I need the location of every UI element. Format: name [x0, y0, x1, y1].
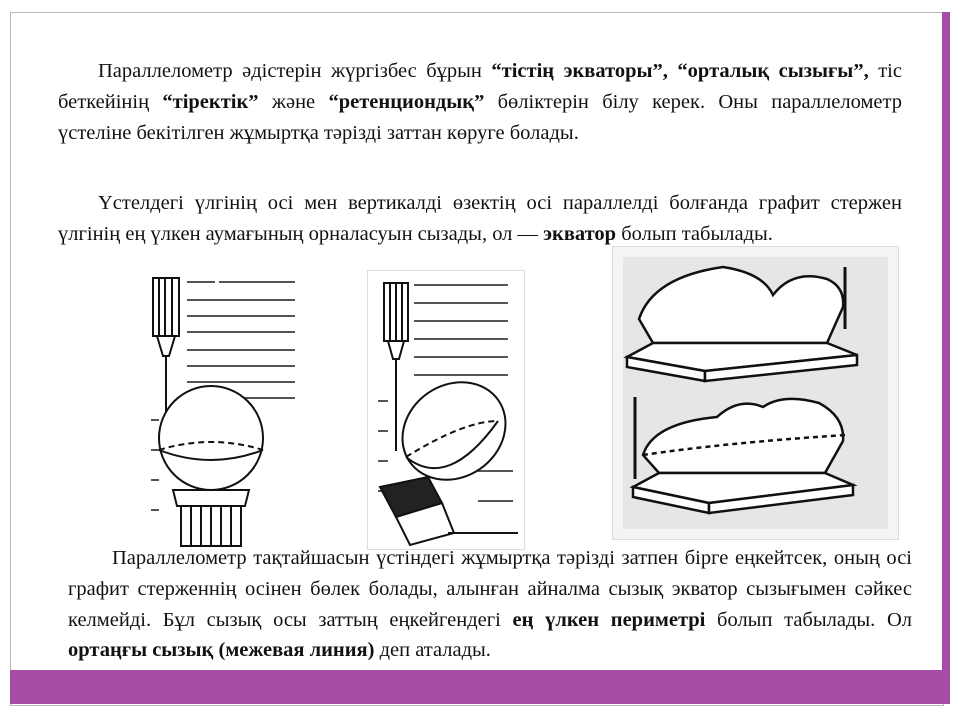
accent-bar-right	[942, 12, 950, 704]
intro-paragraph: Параллелометр әдістерін жүргізбес бұрын “тістің экваторы”, “орталық сызығы”, тіс беткейінің “тіректік” және “ретенциондық” бөліктерін білу керек. Оны параллелометр үстеліне бекітілген жұмыртқа тәрізді заттан көруге болады.	[58, 60, 902, 144]
upright-model-drawing	[145, 270, 305, 548]
figure-upright-model	[145, 270, 305, 548]
equator-paragraph: Үстелдегі үлгінің осі мен вертикалді өзектің осі параллелді болғанда графит стержен үлгінің ең үлкен аумағының орналасуын сызады, ол — экватор болып табылады.	[58, 192, 902, 245]
figure-tooth-models	[612, 246, 899, 540]
figure-tilted-model	[367, 270, 525, 550]
tooth-models-drawing	[613, 247, 898, 539]
tilted-model-drawing	[368, 271, 524, 549]
accent-bar-bottom	[10, 670, 950, 704]
median-line-paragraph: Параллелометр тақтайшасын үстіндегі жұмыртқа тәрізді затпен бірге еңкейтсек, оның осі графит стерженнің осінен бөлек болады, алынған айналма сызық экватор сызығымен сәйкес келмейді. Бұл сызық осы заттың еңкейгендегі ең үлкен периметрі болып табылады. Ол ортаңғы сызық (межевая линия) деп аталады.	[68, 547, 912, 662]
